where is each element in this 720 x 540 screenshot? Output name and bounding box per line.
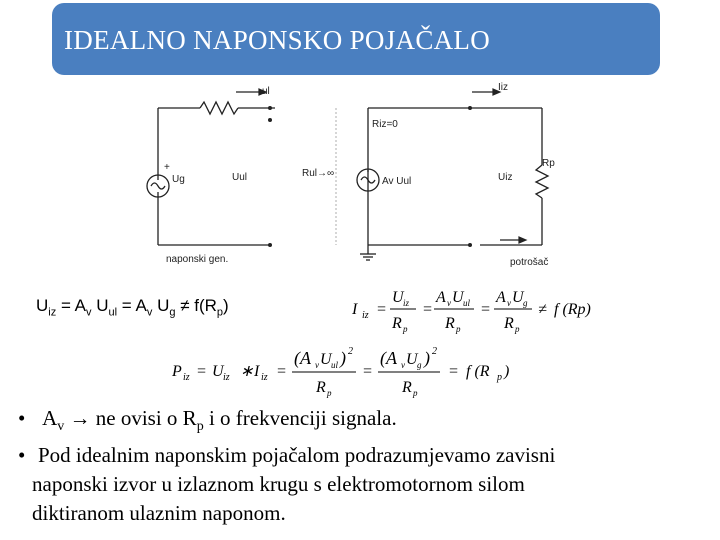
svg-text:2: 2 xyxy=(432,346,437,357)
svg-text:U: U xyxy=(452,289,464,306)
svg-text:R: R xyxy=(316,379,326,396)
bullet-item-gain: • $A_v$ → ne ovisi o $R_p$ i o frekvenciji signala. xyxy=(18,406,397,435)
svg-text:P: P xyxy=(172,363,182,380)
svg-text:U: U xyxy=(320,351,332,368)
svg-text:2: 2 xyxy=(348,346,353,357)
svg-text:A: A xyxy=(496,289,506,306)
svg-text:U: U xyxy=(212,363,224,380)
rul-label: Rul→∞ xyxy=(302,168,335,179)
svg-text:): ) xyxy=(340,348,346,368)
bullet-item-definition: • Pod idealnim naponskim pojačalom podrazumjevamo zavisni xyxy=(18,441,708,470)
bullet-continuation: diktiranom ulaznim naponom. xyxy=(32,501,286,526)
bullet-list xyxy=(18,404,708,528)
svg-text:p: p xyxy=(403,324,408,334)
svg-text:iz: iz xyxy=(362,310,369,321)
bullet-dot: • xyxy=(18,443,26,468)
svg-text:≠: ≠ xyxy=(538,301,547,318)
svg-text:p: p xyxy=(515,324,520,334)
svg-text:v: v xyxy=(401,360,405,370)
svg-text:ul: ul xyxy=(463,298,471,308)
svg-text:v: v xyxy=(507,298,511,308)
svg-text:R: R xyxy=(445,315,455,332)
svg-text:=: = xyxy=(376,301,387,318)
svg-text:v: v xyxy=(447,298,451,308)
svg-text:R: R xyxy=(504,315,514,332)
bullet-continuation: naponski izvor u izlaznom krugu s elektromotornom silom xyxy=(32,472,525,497)
svg-text:iz: iz xyxy=(403,298,410,308)
svg-text:p: p xyxy=(497,372,502,383)
svg-text:=: = xyxy=(422,301,433,318)
svg-text:=: = xyxy=(448,363,459,380)
svg-text:=: = xyxy=(196,363,207,380)
riz-label: Riz=0 xyxy=(372,119,398,130)
ug-label: Ug xyxy=(172,174,185,185)
svg-text:): ) xyxy=(504,363,510,380)
slide-title: IDEALNO NAPONSKO POJAČALO xyxy=(64,25,491,55)
svg-text:A: A xyxy=(436,289,446,306)
svg-text:=: = xyxy=(362,363,373,380)
rp-label: Rp xyxy=(542,158,555,169)
ul-label: ul xyxy=(262,86,270,97)
load-resistor xyxy=(536,165,548,198)
load-caption: potrošač xyxy=(510,257,549,268)
svg-text:iz: iz xyxy=(261,372,268,383)
svg-text:(A: (A xyxy=(294,348,311,368)
svg-text:U: U xyxy=(512,289,524,306)
plus-label: + xyxy=(164,162,170,173)
svg-text:ul: ul xyxy=(331,360,339,370)
gain-relation: $U_{iz} = A_v$ $U_{ul} = A_v$ $U_g \ne f(R_p)$ xyxy=(36,296,229,319)
source-caption: naponski gen. xyxy=(166,254,229,265)
amplifier-circuit-diagram xyxy=(140,80,570,275)
svg-text:f (R: f (R xyxy=(466,363,490,380)
svg-text:R: R xyxy=(402,379,412,396)
svg-text:g: g xyxy=(417,360,422,370)
svg-text:iz: iz xyxy=(223,372,230,383)
svg-text:f (Rp): f (Rp) xyxy=(554,301,591,318)
svg-text:U: U xyxy=(392,289,404,306)
svg-text:∗: ∗ xyxy=(240,363,254,380)
svg-text:U: U xyxy=(406,351,418,368)
svg-text:p: p xyxy=(327,388,332,398)
iiz-label: Iiz xyxy=(498,82,508,93)
svg-text:p: p xyxy=(456,324,461,334)
source-resistor xyxy=(200,102,238,114)
output-power-formula xyxy=(170,340,530,400)
svg-text:(A: (A xyxy=(380,348,397,368)
svg-text:I: I xyxy=(254,363,260,380)
avuul-label: Av Uul xyxy=(382,176,412,187)
svg-text:=: = xyxy=(480,301,491,318)
uul-label: Uul xyxy=(232,172,248,183)
svg-text:I: I xyxy=(352,301,358,318)
svg-text:p: p xyxy=(413,388,418,398)
bullet-dot: • xyxy=(18,406,26,430)
svg-text:R: R xyxy=(392,315,402,332)
output-current-formula xyxy=(350,284,610,336)
svg-text:): ) xyxy=(424,348,430,368)
svg-text:g: g xyxy=(523,298,528,308)
svg-text:=: = xyxy=(276,363,287,380)
svg-text:v: v xyxy=(315,360,319,370)
svg-text:iz: iz xyxy=(183,372,190,383)
title-banner xyxy=(52,3,660,75)
uiz-label: Uiz xyxy=(498,172,513,183)
